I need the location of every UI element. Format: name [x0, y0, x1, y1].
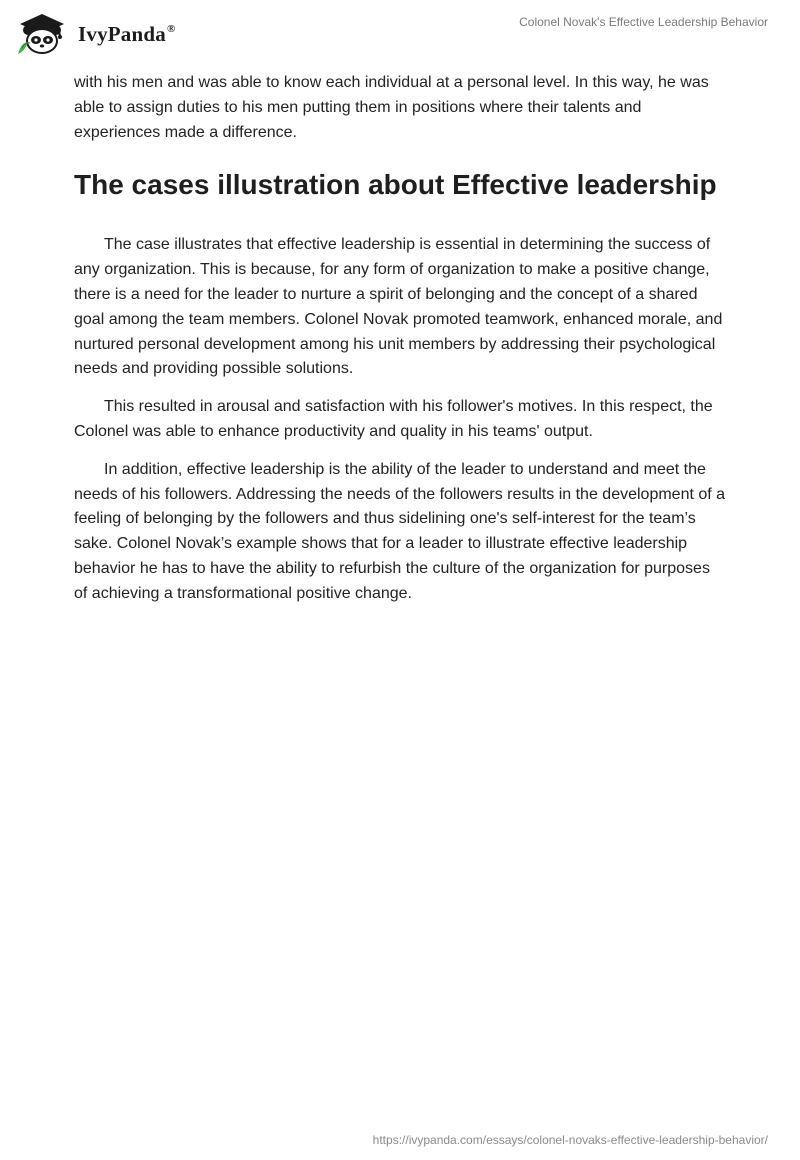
panda-mascot-icon [14, 12, 70, 56]
body-paragraph: This resulted in arousal and satisfaction with his follower's motives. In this respect, the Colonel was able to enhance productivity and quality in his teams' output. [74, 398, 713, 440]
body-paragraph: In addition, effective leadership is the ability of the leader to understand and meet the needs of his followers. Addressing the needs of the followers results in the development of a feeling of belonging by the followers and thus sidelining one's self-interest for the team’s sake. Colonel Novak’s example shows that for a leader to illustrate effective leadership behavior he has to have the ability to refurbish the culture of the organization for purposes of achieving a transformational positive change. [74, 460, 726, 602]
section-heading: The cases illustration about Effective leadership [74, 169, 717, 201]
page-header [0, 0, 800, 70]
essay-content [74, 71, 726, 620]
body-paragraph: The case illustrates that effective leadership is essential in determining the success of any organization. This is because, for any form of organization to make a positive change, there is a need for the leader to nurture a spirit of belonging and the concept of a shared goal among the team members. Colonel Novak promoted teamwork, enhanced morale, and nurtured personal development among his unit members by addressing their psychological needs and providing possible solutions. [74, 236, 723, 378]
brand-name: IvyPanda® [78, 21, 176, 46]
intro-paragraph: with his men and was able to know each individual at a personal level. In this way, he was able to assign duties to his men putting them in positions where their talents and experiences made a difference. [74, 74, 709, 141]
document-title: Colonel Novak's Effective Leadership Behavior [519, 15, 768, 29]
ivypanda-logo[interactable] [14, 10, 194, 58]
source-url-link[interactable]: https://ivypanda.com/essays/colonel-novaks-effective-leadership-behavior/ [372, 1133, 768, 1147]
